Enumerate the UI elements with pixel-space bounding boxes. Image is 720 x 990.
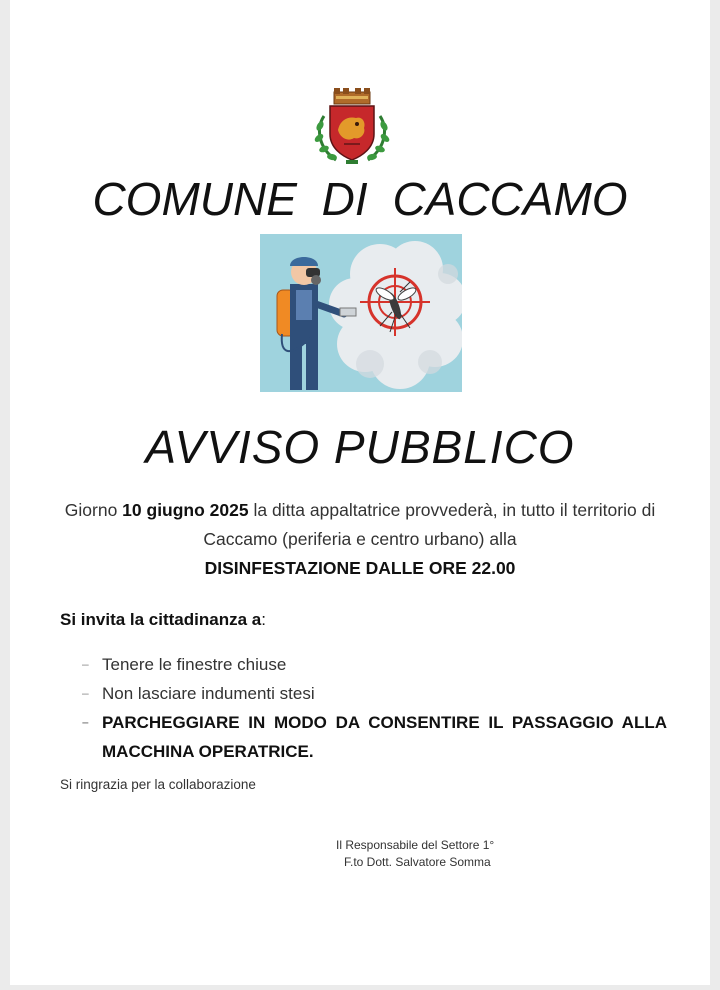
municipality-title: COMUNE DI CACCAMO — [92, 173, 628, 225]
list-item — [82, 708, 667, 766]
notice-heading: AVVISO PUBBLICO — [145, 421, 575, 473]
closing-text: Si ringrazia per la collaborazione — [60, 777, 256, 792]
signatory-name: F.to Dott. Salvatore Somma — [344, 855, 491, 869]
signatory-role: Il Responsabile del Settore 1° — [336, 838, 495, 852]
intro-prefix: Giorno — [64, 500, 123, 520]
list-item-text: Non lasciare indumenti stesi — [102, 684, 315, 703]
list-bullet: – — [82, 715, 89, 729]
intro-suffix: la ditta appaltatrice provvederà, in tutto il territorio di Caccamo (periferia e centro urbano) alla — [203, 500, 656, 549]
invite-colon: : — [261, 610, 266, 629]
document-page — [10, 0, 710, 985]
list-item — [82, 679, 667, 708]
signature-block — [336, 837, 494, 871]
list-item — [82, 650, 667, 679]
list-bullet: – — [82, 686, 89, 700]
notice-intro — [50, 496, 670, 583]
instructions-list — [82, 650, 667, 766]
invite-label: Si invita la cittadinanza a — [60, 610, 262, 629]
list-bullet: – — [82, 657, 89, 671]
disinfestation-date: 10 giugno 2025 — [122, 500, 249, 520]
invite-heading — [60, 610, 266, 630]
coat-of-arms-icon — [310, 86, 394, 166]
disinfestation-time: DISINFESTAZIONE DALLE ORE 22.00 — [204, 558, 516, 578]
list-item-text: Tenere le finestre chiuse — [102, 655, 287, 674]
disinfestation-illustration — [260, 234, 462, 392]
list-item-text: PARCHEGGIARE IN MODO DA CONSENTIRE IL PASSAGGIO ALLA MACCHINA OPERATRICE. — [102, 713, 667, 761]
